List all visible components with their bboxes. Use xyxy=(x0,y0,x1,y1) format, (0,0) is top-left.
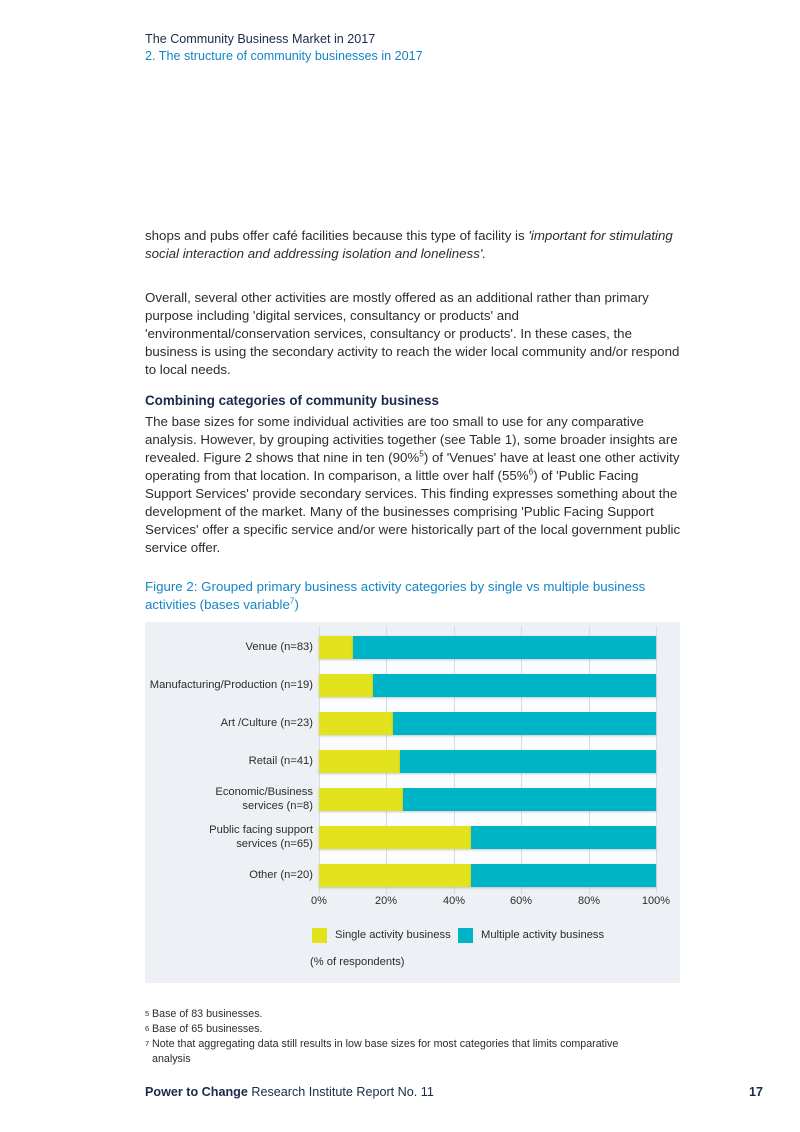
footnote xyxy=(145,1037,685,1067)
footnote-ref-5: 5 xyxy=(419,449,424,459)
paragraph-base-sizes xyxy=(145,413,685,557)
x-gridline xyxy=(656,626,657,894)
page-footer xyxy=(145,1085,763,1100)
category-label xyxy=(145,818,313,857)
footnote-marker: 6 xyxy=(145,1024,150,1033)
legend-item xyxy=(458,927,604,943)
bar-single-activity xyxy=(319,788,403,811)
x-axis-tick-label: 40% xyxy=(442,895,466,907)
legend-label: Multiple activity business xyxy=(481,929,605,941)
footnote-text: Base of 65 businesses. xyxy=(152,1023,263,1035)
category-label-line: Other (n=20) xyxy=(249,868,313,881)
bar-multiple-activity xyxy=(393,712,656,735)
page-number: 17 xyxy=(748,1085,763,1099)
category-label-line: services (n=65) xyxy=(236,837,313,850)
paragraph-text: shops and pubs offer café facilities because this type of facility is xyxy=(145,228,529,243)
quoted-italic-text: 'important for stimulating social interaction and addressing isolation and loneliness'. xyxy=(145,228,673,261)
category-label-line: Retail (n=41) xyxy=(248,754,313,767)
category-label-line: Manufacturing/Production (n=19) xyxy=(149,678,313,691)
section-heading: Combining categories of community business xyxy=(145,393,439,408)
x-axis-tick-label: 80% xyxy=(577,895,601,907)
footnote-ref-7: 7 xyxy=(289,596,295,606)
category-label xyxy=(145,780,313,819)
figure-2-caption xyxy=(145,578,685,614)
x-axis-tick-label: 100% xyxy=(641,895,671,907)
chapter-title: 2. The structure of community businesses in 2017 xyxy=(145,48,423,63)
footnotes-block xyxy=(145,1007,685,1067)
legend-swatch-multiple xyxy=(458,928,473,943)
bar-multiple-activity xyxy=(373,674,656,697)
percent-of-respondents-label: (% of respondents) xyxy=(310,956,405,968)
paragraph-text: ) of 'Public Facing Support Services' provide secondary services. This finding expresses something about the development of the market. Many of the businesses comprising 'Public Facing Support Services' offer a specific service and/or were historically part of the local government public service offer. xyxy=(145,468,681,555)
legend-item xyxy=(312,927,451,943)
x-axis-tick-label: 0% xyxy=(311,895,327,907)
footnote-text: Note that aggregating data still results in low base sizes for most categories that limits comparative analysis xyxy=(152,1038,619,1065)
page-header xyxy=(145,31,423,64)
x-axis-tick-label: 20% xyxy=(374,895,398,907)
bar-multiple-activity xyxy=(471,864,656,887)
category-label-line: Economic/Business xyxy=(215,786,313,798)
bar-single-activity xyxy=(319,864,471,887)
footnote xyxy=(145,1007,685,1022)
bar-single-activity xyxy=(319,712,393,735)
footer-brand: Power to Change xyxy=(145,1085,248,1099)
x-axis-tick-label: 60% xyxy=(509,895,533,907)
category-label-line: Art /Culture (n=23) xyxy=(220,716,313,729)
bar-multiple-activity xyxy=(471,826,656,849)
bar-single-activity xyxy=(319,826,471,849)
category-label xyxy=(145,666,313,705)
category-label-line: Public facing support xyxy=(209,824,313,836)
footnote xyxy=(145,1022,685,1037)
paragraph-text: ) of 'Venues' have at least one other activity operating from that location. In comparison, a little over half (55% xyxy=(145,450,680,483)
category-label xyxy=(145,704,313,743)
category-label-line: Venue (n=83) xyxy=(245,640,313,653)
bar-multiple-activity xyxy=(400,750,656,773)
category-label xyxy=(145,856,313,895)
footnote-marker: 7 xyxy=(145,1039,150,1048)
paragraph-cafe-facilities xyxy=(145,227,685,263)
category-label xyxy=(145,742,313,781)
caption-text: ) xyxy=(294,597,299,612)
footnote-text: Base of 83 businesses. xyxy=(152,1008,263,1020)
report-title: The Community Business Market in 2017 xyxy=(145,32,376,46)
bar-multiple-activity xyxy=(353,636,656,659)
bar-single-activity xyxy=(319,636,353,659)
bar-single-activity xyxy=(319,674,373,697)
category-label-line: services (n=8) xyxy=(242,799,313,812)
paragraph-secondary-activities: Overall, several other activities are mostly offered as an additional rather than primary purpose including 'digital services, consultancy or products' and 'environmental/conservation services, consultancy or products'. In these cases, the business is using the secondary activity to reach the wider local community and/or respond to local needs. xyxy=(145,290,680,377)
bar-single-activity xyxy=(319,750,400,773)
category-label xyxy=(145,628,313,667)
legend-swatch-single xyxy=(312,928,327,943)
legend-label: Single activity business xyxy=(335,929,451,941)
footnote-ref-6: 6 xyxy=(528,467,534,477)
figure-2-chart xyxy=(145,622,680,983)
footer-report-name xyxy=(145,1085,434,1100)
bar-multiple-activity xyxy=(403,788,656,811)
footnote-marker: 5 xyxy=(145,1009,150,1018)
footer-subtitle: Research Institute Report No. 11 xyxy=(247,1085,434,1099)
caption-text: Figure 2: Grouped primary business activity categories by single vs multiple business activities (bases variable xyxy=(145,579,646,612)
paragraph-text: The base sizes for some individual activities are too small to use for any comparative analysis. However, by grouping activities together (see Table 1), some broader insights are revealed. Figure 2 shows that nine in ten (90% xyxy=(145,414,678,465)
